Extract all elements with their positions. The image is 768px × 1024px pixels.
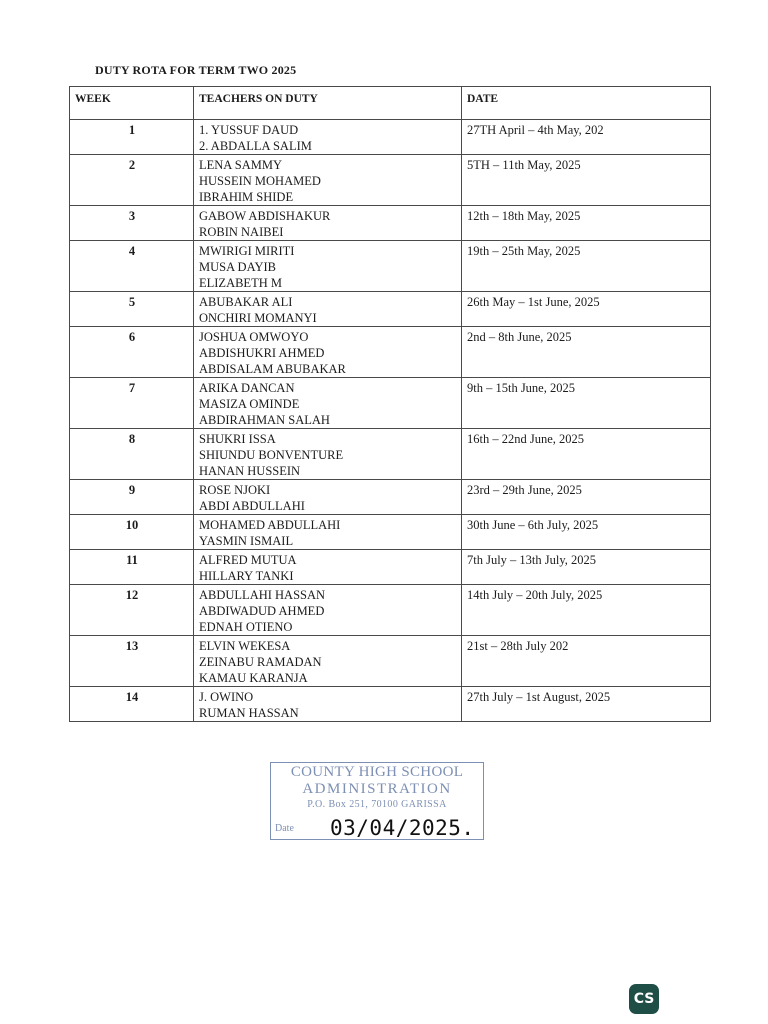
teacher-name: LENA SAMMY [199, 158, 282, 172]
teacher-name: ABDIRAHMAN SALAH [199, 413, 330, 427]
header-teachers: TEACHERS ON DUTY [194, 87, 462, 120]
teacher-name: ABDI ABDULLAHI [199, 499, 305, 513]
teacher-name: MASIZA OMINDE [199, 397, 300, 411]
duty-date-range: 7th July – 13th July, 2025 [462, 550, 711, 585]
duty-date-range: 23rd – 29th June, 2025 [462, 480, 711, 515]
teacher-name: EDNAH OTIENO [199, 620, 293, 634]
teacher-name: ABUBAKAR ALI [199, 295, 293, 309]
teacher-name: ABDULLAHI HASSAN [199, 588, 326, 602]
teacher-name: SHUKRI ISSA [199, 432, 276, 446]
teacher-name: HANAN HUSSEIN [199, 464, 301, 478]
duty-date-range: 16th – 22nd June, 2025 [462, 429, 711, 480]
teacher-name: KAMAU KARANJA [199, 671, 308, 685]
teacher-name: YASMIN ISMAIL [199, 534, 294, 548]
duty-date-range: 19th – 25th May, 2025 [462, 241, 711, 292]
teachers-on-duty [194, 480, 462, 515]
camscanner-logo-icon: CS [629, 984, 659, 1014]
teachers-on-duty [194, 241, 462, 292]
document-title: DUTY ROTA FOR TERM TWO 2025 [95, 63, 297, 77]
stamp-date-label: Date [275, 823, 294, 834]
teachers-on-duty [194, 585, 462, 636]
teacher-name: ABDISALAM ABUBAKAR [199, 362, 346, 376]
stamp-handwritten-date: 03/04/2025. [330, 816, 475, 840]
header-date: DATE [462, 87, 711, 120]
table-body [70, 120, 711, 722]
teacher-name: ONCHIRI MOMANYI [199, 311, 317, 325]
teachers-on-duty [194, 550, 462, 585]
table-row [70, 241, 711, 292]
week-number: 9 [70, 480, 194, 515]
teachers-on-duty [194, 206, 462, 241]
teachers-on-duty [194, 636, 462, 687]
duty-date-range: 2nd – 8th June, 2025 [462, 327, 711, 378]
table-row [70, 687, 711, 722]
week-number: 13 [70, 636, 194, 687]
duty-rota-table [69, 86, 711, 722]
teacher-name: HUSSEIN MOHAMED [199, 174, 321, 188]
teacher-name: ABDISHUKRI AHMED [199, 346, 325, 360]
table-row [70, 327, 711, 378]
teacher-name: 2. ABDALLA SALIM [199, 139, 312, 153]
teacher-name: ELIZABETH M [199, 276, 282, 290]
duty-date-range: 14th July – 20th July, 2025 [462, 585, 711, 636]
week-number: 10 [70, 515, 194, 550]
teacher-name: ROBIN NAIBEI [199, 225, 284, 239]
teacher-name: ZEINABU RAMADAN [199, 655, 322, 669]
week-number: 11 [70, 550, 194, 585]
table-row [70, 206, 711, 241]
teacher-name: HILLARY TANKI [199, 569, 294, 583]
duty-date-range: 5TH – 11th May, 2025 [462, 155, 711, 206]
stamp-school-name: COUNTY HIGH SCHOOL [290, 764, 464, 780]
duty-date-range: 27th July – 1st August, 2025 [462, 687, 711, 722]
week-number: 14 [70, 687, 194, 722]
teachers-on-duty [194, 292, 462, 327]
week-number: 8 [70, 429, 194, 480]
teacher-name: MWIRIGI MIRITI [199, 244, 295, 258]
week-number: 2 [70, 155, 194, 206]
teacher-name: ALFRED MUTUA [199, 553, 297, 567]
duty-date-range: 26th May – 1st June, 2025 [462, 292, 711, 327]
duty-date-range: 9th – 15th June, 2025 [462, 378, 711, 429]
duty-date-range: 27TH April – 4th May, 202 [462, 120, 711, 155]
teacher-name: J. OWINO [199, 690, 254, 704]
teachers-on-duty [194, 155, 462, 206]
table-row [70, 378, 711, 429]
table-row [70, 585, 711, 636]
header-week: WEEK [70, 87, 194, 120]
week-number: 3 [70, 206, 194, 241]
duty-date-range: 12th – 18th May, 2025 [462, 206, 711, 241]
table-header-row [70, 87, 711, 120]
teachers-on-duty [194, 515, 462, 550]
week-number: 4 [70, 241, 194, 292]
week-number: 7 [70, 378, 194, 429]
duty-date-range: 21st – 28th July 202 [462, 636, 711, 687]
teacher-name: RUMAN HASSAN [199, 706, 299, 720]
teacher-name: ELVIN WEKESA [199, 639, 291, 653]
table-row [70, 429, 711, 480]
table-row [70, 292, 711, 327]
table-row [70, 515, 711, 550]
teacher-name: IBRAHIM SHIDE [199, 190, 294, 204]
teacher-name: MOHAMED ABDULLAHI [199, 518, 341, 532]
teachers-on-duty [194, 687, 462, 722]
teacher-name: ABDIWADUD AHMED [199, 604, 325, 618]
week-number: 6 [70, 327, 194, 378]
teachers-on-duty [194, 120, 462, 155]
week-number: 5 [70, 292, 194, 327]
week-number: 1 [70, 120, 194, 155]
table-row [70, 480, 711, 515]
teachers-on-duty [194, 327, 462, 378]
teacher-name: MUSA DAYIB [199, 260, 276, 274]
table-row [70, 636, 711, 687]
teacher-name: GABOW ABDISHAKUR [199, 209, 331, 223]
stamp-department: ADMINISTRATION [302, 781, 452, 797]
teacher-name: ROSE NJOKI [199, 483, 271, 497]
table-row [70, 550, 711, 585]
table-row [70, 155, 711, 206]
week-number: 12 [70, 585, 194, 636]
teacher-name: 1. YUSSUF DAUD [199, 123, 299, 137]
teachers-on-duty [194, 429, 462, 480]
teacher-name: ARIKA DANCAN [199, 381, 295, 395]
duty-date-range: 30th June – 6th July, 2025 [462, 515, 711, 550]
table-row [70, 120, 711, 155]
teacher-name: SHIUNDU BONVENTURE [199, 448, 344, 462]
teachers-on-duty [194, 378, 462, 429]
stamp-address: P.O. Box 251, 70100 GARISSA [307, 799, 447, 810]
teacher-name: JOSHUA OMWOYO [199, 330, 309, 344]
